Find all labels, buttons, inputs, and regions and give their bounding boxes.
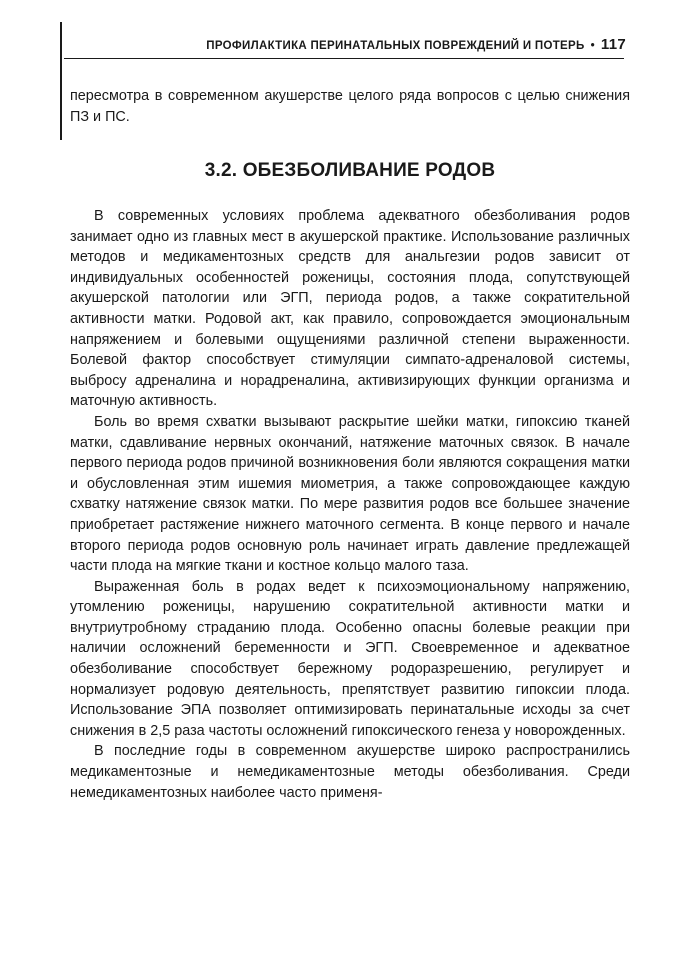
carryover-text (70, 86, 630, 127)
header-separator: • (590, 40, 595, 52)
running-title: ПРОФИЛАКТИКА ПЕРИНАТАЛЬНЫХ ПОВРЕЖДЕНИЙ И ПОТЕРЬ (206, 40, 585, 52)
margin-bar (60, 22, 62, 140)
section-heading: 3.2. ОБЕЗБОЛИВАНИЕ РОДОВ (204, 160, 496, 181)
paragraph-1: В современных условиях проблема адекватного обезболивания родов занимает одно из главных мест в акушерской практике. Использование различных методов и медикаментозных средств для анальгезии родов зависит от индивидуальных особенностей роженицы, состояния плода, сопутствующей акушерской патологии или ЭГП, периода родов, а также сократительной активности матки. Родовой акт, как правило, сопровождается эмоциональным напряжением и болевыми ощущениями различной степени выраженности. Болевой фактор способствует стимуляции симпато-адреналовой системы, выбросу адреналина и норадреналина, активизирующих функции организма и маточную активность. (70, 208, 630, 410)
paragraph-3: Выраженная боль в родах ведет к психоэмоциональному напряжению, утомлению роженицы, нарушению сократительной активности матки и внутриутробному страданию плода. Особенно опасны болевые реакции при наличии осложнений беременности и ЭГП. Своевременное и адекватное обезболивание способствует бережному родоразрешению, регулирует и нормализует родовую деятельность, препятствует развитию гипоксии плода. Использование ЭПА позволяет оптимизировать перинатальные исходы за счет снижения в 2,5 раза частоты осложнений гипоксического генеза у новорожденных. (70, 578, 630, 739)
carryover-paragraph: пересмотра в современном акушерстве целого ряда вопросов с целью снижения ПЗ и ПС. (70, 88, 630, 125)
paragraph-4: В последние годы в современном акушерстве широко распространились медикаментозные и немедикаментозные методы обезболивания. Среди немедикаментозных наиболее часто применя- (70, 743, 630, 801)
header-rule (64, 58, 624, 59)
body-text (70, 206, 630, 803)
page-number: 117 (600, 36, 626, 53)
running-head (206, 36, 626, 53)
paragraph-2: Боль во время схватки вызывают раскрытие шейки матки, гипоксию тканей матки, сдавливание нервных окончаний, натяжение маточных связок. В начале первого периода родов причиной возникновения боли являются сокращения матки и обусловленная этим ишемия миометрия, а также сопровождающее каждую схватку натяжение связок матки. По мере развития родов все большее значение приобретает растяжение нижнего маточного сегмента. В конце первого и начале второго периода родов основную роль начинает играть давление предлежащей части плода на мягкие ткани и костное кольцо малого таза. (70, 413, 630, 575)
